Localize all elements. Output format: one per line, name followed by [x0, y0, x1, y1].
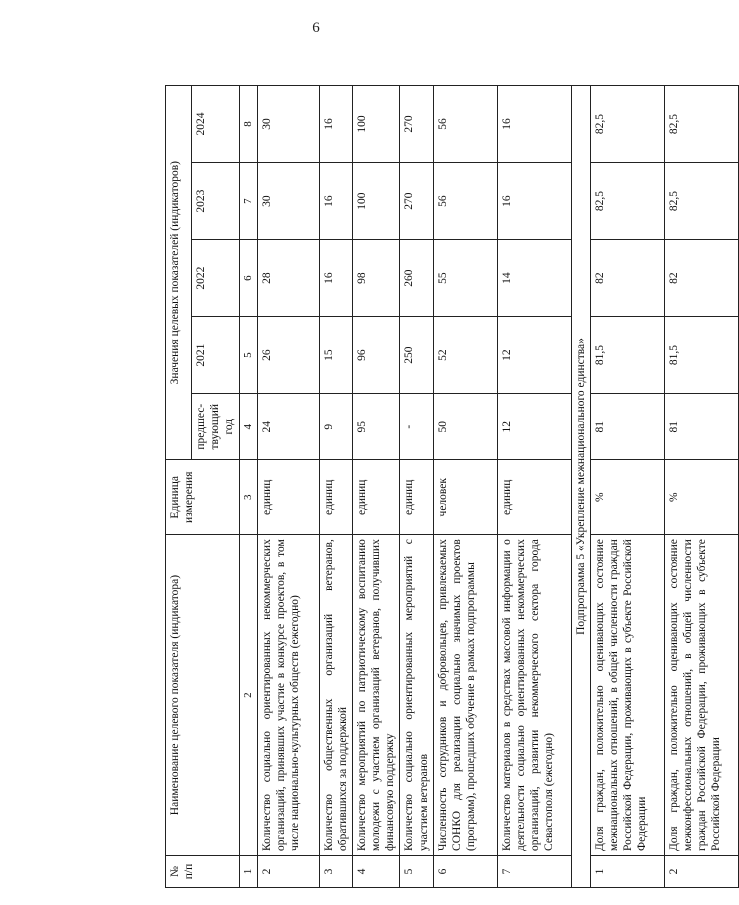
table-row: [497, 86, 571, 888]
row-value: 26: [258, 317, 320, 394]
row-value: 12: [497, 317, 571, 394]
row-value: 28: [258, 240, 320, 317]
header-year: 2024: [192, 86, 240, 163]
table-row: [320, 86, 353, 888]
row-value: 82,5: [664, 163, 738, 240]
row-value: 260: [400, 240, 433, 317]
row-name: Количество социально ориентированных мероприятий с участием ветеранов: [400, 535, 433, 856]
header-num: № п/п: [166, 855, 240, 887]
row-name: Доля граждан, положительно оценивающих состояние межконфессиональных отношений, в общей численности граждан Российской Федерации, проживающих в субъекте Российской Федерации: [664, 535, 738, 856]
row-value: 16: [497, 86, 571, 163]
header-year: 2021: [192, 317, 240, 394]
row-unit: единиц: [400, 460, 433, 535]
row-value: 56: [433, 86, 497, 163]
row-num: 1: [590, 855, 664, 887]
row-value: 30: [258, 163, 320, 240]
row-value: -: [400, 394, 433, 460]
table-row: [353, 86, 400, 888]
col-number: 4: [240, 394, 258, 460]
row-num: 2: [664, 855, 738, 887]
header-year: предшес- твующий год: [192, 394, 240, 460]
header-unit: Единица измерения: [166, 460, 240, 535]
row-num: 6: [433, 855, 497, 887]
row-unit: единиц: [258, 460, 320, 535]
row-name: Доля граждан, положительно оценивающих состояние межнациональных отношений, в общей численности граждан Российской Федерации, проживающих в субъекте Российской Федерации: [590, 535, 664, 856]
col-number: 5: [240, 317, 258, 394]
row-value: 15: [320, 317, 353, 394]
header-values-group: Значения целевых показателей (индикаторов): [166, 86, 192, 460]
row-value: 81: [590, 394, 664, 460]
row-unit: %: [664, 460, 738, 535]
table-row: [590, 86, 664, 888]
row-value: 16: [320, 240, 353, 317]
row-value: 81,5: [590, 317, 664, 394]
row-value: 100: [353, 163, 400, 240]
row-value: 16: [320, 86, 353, 163]
col-number: 3: [240, 460, 258, 535]
header-year: 2022: [192, 240, 240, 317]
row-value: 82,5: [590, 86, 664, 163]
row-value: 81,5: [664, 317, 738, 394]
header-year: 2023: [192, 163, 240, 240]
row-value: 50: [433, 394, 497, 460]
row-value: 82: [590, 240, 664, 317]
page-number: 6: [312, 20, 320, 36]
row-unit: единиц: [353, 460, 400, 535]
indicators-table: [165, 85, 739, 888]
row-unit: единиц: [320, 460, 353, 535]
table-row: [433, 86, 497, 888]
row-name: Количество социально ориентированных некоммерческих организаций, принявших участие в конкурсе проектов, в том числе национально-культурных обществ (ежегодно): [258, 535, 320, 856]
table-row: [258, 86, 320, 888]
col-number: 2: [240, 535, 258, 856]
col-number: 6: [240, 240, 258, 317]
row-value: 16: [320, 163, 353, 240]
row-num: 2: [258, 855, 320, 887]
row-value: 56: [433, 163, 497, 240]
row-name: Количество мероприятий по патриотическому воспитанию молодежи с участием организаций ветеранов, получивших финансовую поддержку: [353, 535, 400, 856]
row-value: 24: [258, 394, 320, 460]
row-num: 5: [400, 855, 433, 887]
row-value: 95: [353, 394, 400, 460]
row-num: 3: [320, 855, 353, 887]
row-value: 55: [433, 240, 497, 317]
row-value: 96: [353, 317, 400, 394]
row-unit: единиц: [497, 460, 571, 535]
row-value: 100: [353, 86, 400, 163]
row-num: 7: [497, 855, 571, 887]
subprogram-title: Подпрограмма 5 «Укрепление межнационального единства»: [571, 86, 590, 888]
row-num: 4: [353, 855, 400, 887]
row-value: 270: [400, 163, 433, 240]
row-unit: %: [590, 460, 664, 535]
row-name: Количество материалов в средствах массовой информации о деятельности социально ориентированных некоммерческих организаций, развитии некоммерческого сектора города Севастополя (ежегодно): [497, 535, 571, 856]
row-value: 82,5: [590, 163, 664, 240]
col-number: 7: [240, 163, 258, 240]
table-row: [664, 86, 738, 888]
row-name: Численность сотрудников и добровольцев, привлекаемых СОНКО для реализации социально значимых проектов (программ), прошедших обучение в рамках подпрограммы: [433, 535, 497, 856]
row-value: 12: [497, 394, 571, 460]
row-unit: человек: [433, 460, 497, 535]
row-value: 16: [497, 163, 571, 240]
row-value: 270: [400, 86, 433, 163]
header-name: Наименование целевого показателя (индикатора): [166, 535, 240, 856]
row-value: 82: [664, 240, 738, 317]
row-value: 9: [320, 394, 353, 460]
row-value: 30: [258, 86, 320, 163]
row-name: Количество общественных организаций ветеранов, обратившихся за поддержкой: [320, 535, 353, 856]
rotated-table-container: [165, 85, 722, 888]
row-value: 98: [353, 240, 400, 317]
row-value: 81: [664, 394, 738, 460]
row-value: 82,5: [664, 86, 738, 163]
row-value: 52: [433, 317, 497, 394]
col-number: 8: [240, 86, 258, 163]
col-number: 1: [240, 855, 258, 887]
table-row: [400, 86, 433, 888]
row-value: 14: [497, 240, 571, 317]
row-value: 250: [400, 317, 433, 394]
